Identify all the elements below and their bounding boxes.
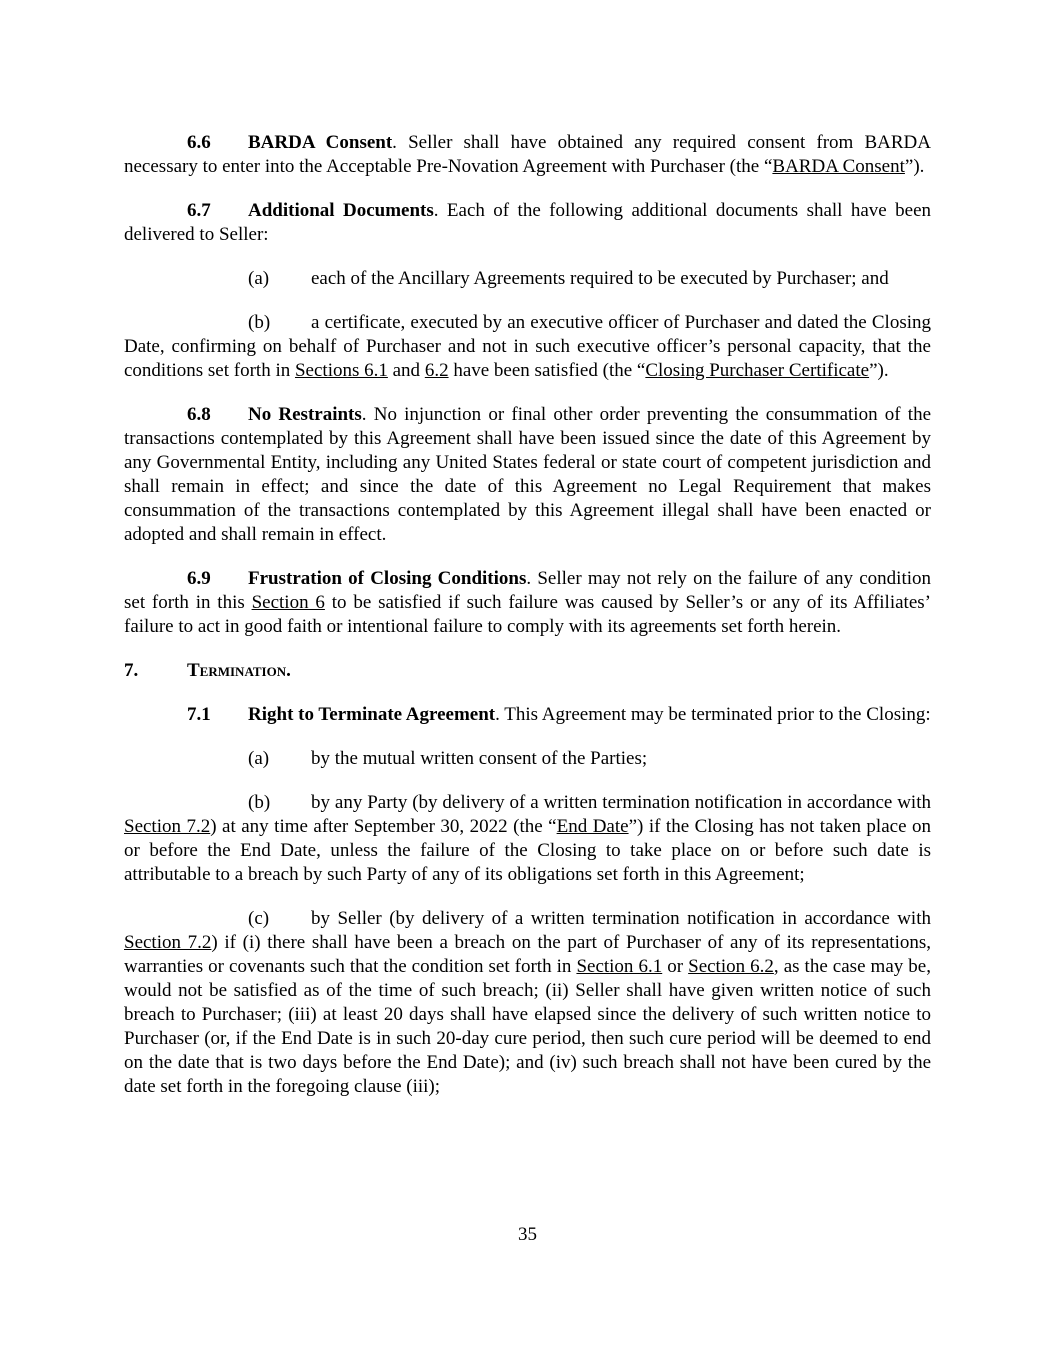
- paragraph-number: (b): [248, 312, 271, 333]
- paragraph-text: by Seller (by delivery of a written termination notification in accordance with: [311, 908, 931, 929]
- paragraph-number: 7.: [124, 660, 139, 681]
- paragraph-heading: BARDA Consent: [248, 132, 393, 153]
- paragraph-number: 6.6: [187, 132, 211, 153]
- paragraph-text: and: [387, 360, 425, 381]
- paragraph-number: 6.7: [187, 200, 211, 221]
- defined-term-reference: Section 6.2: [688, 956, 774, 977]
- paragraph-text: by the mutual written consent of the Parties;: [311, 748, 648, 769]
- paragraph-text: . No injunction or final other order preventing the consummation of the transactions contemplated by this Agreement shall have been issued since the date of this Agreement by any Governmental Entity, including any United States federal or state court of competent jurisdiction and shall remain in effect; and since the date of this Agreement no Legal Requirement that makes consummation of the transactions contemplated by this Agreement illegal shall have been enacted or adopted and shall remain in effect.: [124, 404, 931, 545]
- defined-term-reference: Sections 6.1: [294, 360, 388, 381]
- paragraph-text: ) if (i) there shall have been a breach on the part of Purchaser of any of its representations, warranties or covenants such that the condition set forth in: [124, 932, 931, 977]
- numbered-paragraph: [124, 703, 931, 727]
- paragraph-text: ”) if the Closing has not taken place on or before the End Date, unless the failure of the Closing to take place on or before such date is attributable to a breach by such Party of any of its obligations set forth in this Agreement;: [124, 816, 931, 885]
- paragraph-text: . Seller shall have obtained any required consent from BARDA necessary to enter into the Acceptable Pre-Novation Agreement with Purchaser (the “: [124, 132, 931, 177]
- paragraph-number: (a): [248, 268, 270, 289]
- paragraph-text: by any Party (by delivery of a written termination notification in accordance with: [311, 792, 931, 813]
- paragraph-text: . Seller may not rely on the failure of any condition set forth in this: [124, 568, 932, 613]
- paragraph-text: . This Agreement may be terminated prior to the Closing:: [495, 704, 931, 725]
- defined-term-reference: Closing Purchaser Certificate: [645, 360, 870, 381]
- paragraph-number: 7.1: [187, 704, 211, 725]
- section-title: Termination.: [187, 660, 291, 681]
- paragraph-text: , as the case may be, would not be satisfied as of the time of such breach; (ii) Seller shall have given written notice of such breach to Purchaser; (iii) at least 20 days shall have elapsed since the delivery of such written notice to Purchaser (or, if the End Date is in such 20-day cure period, then such cure period will be deemed to end on the date that is two days before the End Date); and (iv) such breach shall not have been cured by the date set forth in the foregoing clause (iii);: [124, 956, 931, 1097]
- defined-term-reference: 6.2: [424, 360, 449, 381]
- paragraph-text: ”).: [904, 156, 925, 177]
- numbered-paragraph: [124, 131, 931, 179]
- paragraph-number: (c): [248, 908, 270, 929]
- paragraph-heading: No Restraints: [248, 404, 362, 425]
- paragraph-text: a certificate, executed by an executive officer of Purchaser and dated the Closing Date, confirming on behalf of Purchaser and not in such executive officer’s personal capacity, that the conditions set forth in: [124, 312, 931, 381]
- paragraph-text: each of the Ancillary Agreements required to be executed by Purchaser; and: [311, 268, 889, 289]
- paragraph-number: (b): [248, 792, 271, 813]
- section-heading: [124, 659, 931, 683]
- defined-term-reference: Section 7.2: [124, 816, 211, 837]
- paragraph-number: 6.9: [187, 568, 211, 589]
- numbered-paragraph: [124, 199, 931, 247]
- page-number: 35: [518, 1224, 537, 1245]
- paragraph-heading: Frustration of Closing Conditions: [248, 568, 527, 589]
- paragraph-number: (a): [248, 748, 270, 769]
- paragraph-heading: Additional Documents: [248, 200, 434, 221]
- document-body: [124, 131, 931, 1119]
- defined-term-reference: Section 6.1: [576, 956, 663, 977]
- defined-term-reference: Section 6: [251, 592, 325, 613]
- numbered-paragraph: [124, 567, 931, 639]
- clause-item: [124, 311, 931, 383]
- paragraph-heading: Right to Terminate Agreement: [248, 704, 496, 725]
- paragraph-text: to be satisfied if such failure was caused by Seller’s or any of its Affiliates’ failure to act in good faith or intentional failure to comply with its agreements set forth herein.: [124, 592, 931, 637]
- paragraph-text: have been satisfied (the “: [448, 360, 646, 381]
- defined-term-reference: End Date: [556, 816, 629, 837]
- clause-item: [124, 267, 931, 291]
- clause-item: [124, 791, 931, 887]
- numbered-paragraph: [124, 403, 931, 547]
- paragraph-text: ) at any time after September 30, 2022 (the “: [210, 816, 557, 837]
- clause-item: [124, 747, 931, 771]
- defined-term-reference: Section 7.2: [124, 932, 212, 953]
- clause-item: [124, 907, 931, 1099]
- paragraph-text: or: [662, 956, 689, 977]
- paragraph-number: 6.8: [187, 404, 211, 425]
- paragraph-text: ”).: [869, 360, 889, 381]
- paragraph-text: . Each of the following additional documents shall have been delivered to Seller:: [124, 200, 931, 245]
- defined-term-reference: BARDA Consent: [772, 156, 905, 177]
